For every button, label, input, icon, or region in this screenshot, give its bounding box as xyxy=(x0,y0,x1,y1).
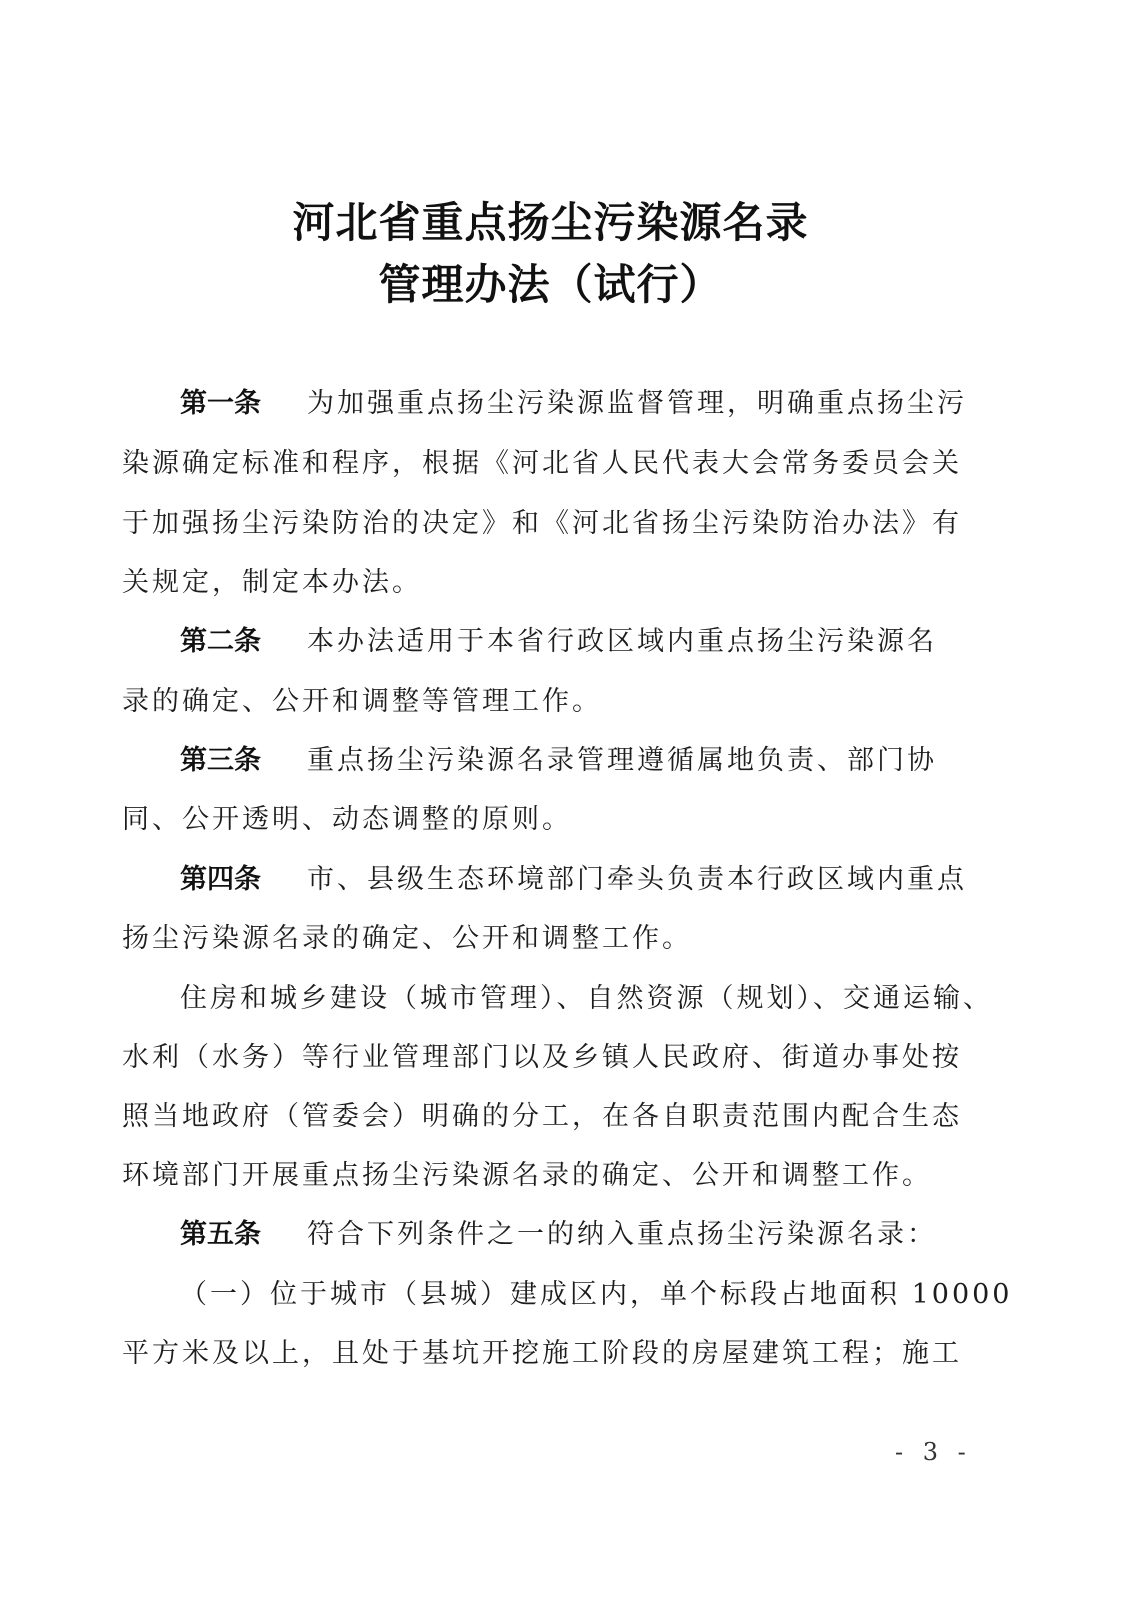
item-1-line-1: （一）位于城市（县城）建成区内，单个标段占地面积 10000 xyxy=(180,1279,1013,1310)
item-1-line-2: 平方米及以上，且处于基坑开挖施工阶段的房屋建筑工程；施工 xyxy=(122,1338,962,1369)
article-5-label: 第五条 xyxy=(180,1219,261,1250)
article-4-line-2: 扬尘污染源名录的确定、公开和调整工作。 xyxy=(122,923,692,954)
article-2-label: 第二条 xyxy=(180,626,261,657)
article-4-para-2-line-4: 环境部门开展重点扬尘污染源名录的确定、公开和调整工作。 xyxy=(122,1160,932,1191)
article-4-label: 第四条 xyxy=(180,864,261,895)
article-1-line-2: 染源确定标准和程序，根据《河北省人民代表大会常务委员会关 xyxy=(122,448,962,479)
document-title-line1: 河北省重点扬尘污染源名录 xyxy=(292,198,809,247)
article-1-label: 第一条 xyxy=(180,388,261,419)
article-2-line-1: 第二条 本办法适用于本省行政区域内重点扬尘污染源名 xyxy=(180,626,937,657)
article-4-para-2-line-1: 住房和城乡建设（城市管理）、自然资源（规划）、交通运输、 xyxy=(180,983,993,1014)
article-3-line-1: 第三条 重点扬尘污染源名录管理遵循属地负责、部门协 xyxy=(180,745,937,776)
article-1-line-1: 第一条 为加强重点扬尘污染源监督管理，明确重点扬尘污 xyxy=(180,388,967,419)
article-1-line-3: 于加强扬尘污染防治的决定》和《河北省扬尘污染防治办法》有 xyxy=(122,508,962,539)
page-number: - 3 - xyxy=(895,1438,972,1466)
article-5-line-1: 第五条 符合下列条件之一的纳入重点扬尘污染源名录： xyxy=(180,1219,937,1250)
article-4-line-1: 第四条 市、县级生态环境部门牵头负责本行政区域内重点 xyxy=(180,864,967,895)
article-4-para-2-line-3: 照当地政府（管委会）明确的分工，在各自职责范围内配合生态 xyxy=(122,1101,962,1132)
document-title-line2: 管理办法（试行） xyxy=(378,260,723,309)
article-4-para-2-line-2: 水利（水务）等行业管理部门以及乡镇人民政府、街道办事处按 xyxy=(122,1042,962,1073)
article-1-line-4: 关规定，制定本办法。 xyxy=(122,567,422,598)
article-2-line-2: 录的确定、公开和调整等管理工作。 xyxy=(122,686,602,717)
article-3-line-2: 同、公开透明、动态调整的原则。 xyxy=(122,804,572,835)
article-3-label: 第三条 xyxy=(180,745,261,776)
